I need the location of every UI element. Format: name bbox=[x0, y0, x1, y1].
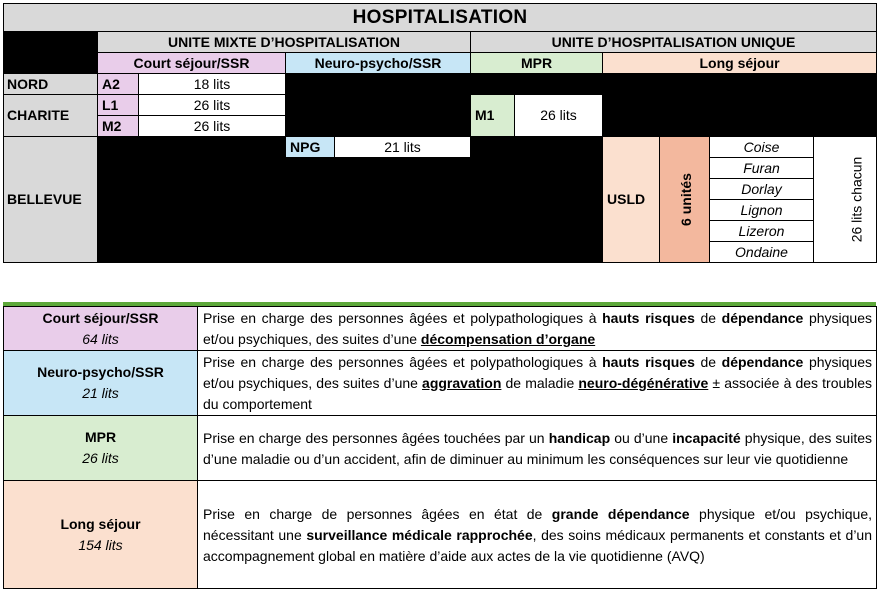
blank-cell bbox=[286, 158, 471, 263]
unit-m2-code: M2 bbox=[98, 116, 139, 137]
category-header-court: Court séjour/SSR bbox=[98, 53, 286, 74]
site-bellevue: BELLEVUE bbox=[4, 137, 98, 263]
blank-cell bbox=[286, 74, 877, 95]
unit-a2-code: A2 bbox=[98, 74, 139, 95]
blank-cell bbox=[603, 95, 877, 137]
description-text: Prise en charge des personnes âgées touchées par un handicap ou d’une incapacité physique, des suites d’une maladie ou d’un accident, afin de diminuer au minimum les conséquences sur leur vie quotidienne bbox=[198, 416, 877, 481]
hospitalisation-grid bbox=[3, 3, 876, 263]
usld-unit-name: Furan bbox=[710, 158, 814, 179]
unit-l1-beds: 26 lits bbox=[139, 95, 286, 116]
description-category bbox=[4, 481, 198, 589]
usld-unit-name: Lignon bbox=[710, 200, 814, 221]
category-beds: 64 lits bbox=[82, 330, 119, 347]
page-title: HOSPITALISATION bbox=[4, 4, 877, 32]
category-header-long: Long séjour bbox=[603, 53, 877, 74]
usld-unit-name: Coise bbox=[710, 137, 814, 158]
category-name: Long séjour bbox=[60, 515, 141, 532]
description-text: Prise en charge des personnes âgées et polypathologiques à hauts risques de dépendance physiques et/ou psychiques, des suites d’une décompensation d’organe bbox=[198, 307, 877, 351]
category-header-neuro: Neuro-psycho/SSR bbox=[286, 53, 471, 74]
site-charite: CHARITE bbox=[4, 95, 98, 137]
description-text: Prise en charge de personnes âgées en état de grande dépendance physique et/ou psychique, nécessitant une surveillance médicale rapprochée, des soins médicaux permanents et constants et d’un accompagnement global en matière d’aide aux actes de la vie quotidienne (AVQ) bbox=[198, 481, 877, 589]
category-name: Court séjour/SSR bbox=[42, 309, 159, 326]
blank-cell bbox=[98, 137, 286, 263]
group-header-mixte: UNITE MIXTE D’HOSPITALISATION bbox=[98, 32, 471, 53]
category-beds: 154 lits bbox=[78, 536, 123, 553]
blank-cell bbox=[4, 32, 98, 53]
unit-a2-beds: 18 lits bbox=[139, 74, 286, 95]
unit-m1-beds: 26 lits bbox=[515, 95, 603, 137]
category-beds: 21 lits bbox=[82, 385, 119, 401]
description-text: Prise en charge des personnes âgées et polypathologiques à hauts risques de dépendance physiques et/ou psychiques, des suites d’une aggravation de maladie neuro-dégénérative ± associée à des troubles du comportement bbox=[198, 351, 877, 416]
category-beds: 26 lits bbox=[82, 450, 119, 466]
unit-usld-code: USLD bbox=[603, 137, 660, 263]
usld-unit-name: Dorlay bbox=[710, 179, 814, 200]
description-category bbox=[4, 351, 198, 416]
blank-cell bbox=[286, 95, 471, 137]
category-header-mpr: MPR bbox=[471, 53, 603, 74]
blank-cell bbox=[4, 53, 98, 74]
usld-unit-count: 6 unités bbox=[660, 137, 710, 263]
category-name: Neuro-psycho/SSR bbox=[37, 364, 164, 380]
unit-npg-beds: 21 lits bbox=[335, 137, 471, 158]
usld-unit-name: Lizeron bbox=[710, 221, 814, 242]
group-header-unique: UNITE D’HOSPITALISATION UNIQUE bbox=[471, 32, 877, 53]
description-category bbox=[4, 307, 198, 351]
unit-l1-code: L1 bbox=[98, 95, 139, 116]
usld-beds-each: 26 lits chacun bbox=[814, 137, 877, 263]
description-category bbox=[4, 416, 198, 481]
site-nord: NORD bbox=[4, 74, 98, 95]
category-name: MPR bbox=[84, 429, 117, 445]
unit-npg-code: NPG bbox=[286, 137, 335, 158]
blank-cell bbox=[471, 137, 603, 263]
usld-unit-name: Ondaine bbox=[710, 242, 814, 263]
category-descriptions bbox=[3, 306, 876, 589]
unit-m2-beds: 26 lits bbox=[139, 116, 286, 137]
unit-m1-code: M1 bbox=[471, 95, 515, 137]
